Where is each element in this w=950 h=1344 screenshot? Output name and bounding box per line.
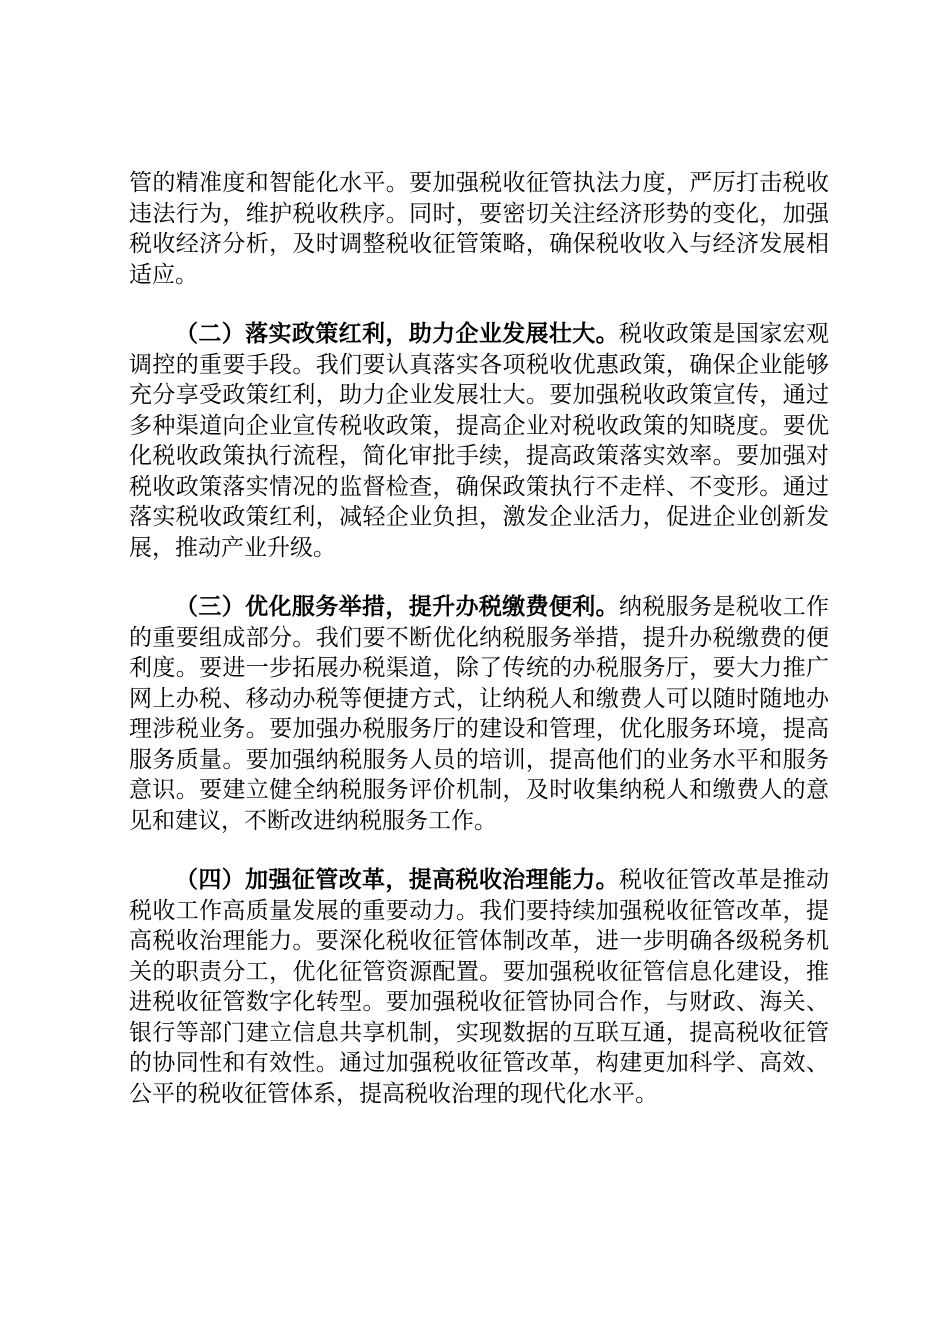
section-heading-2: （二）落实政策红利，助力企业发展壮大。 bbox=[175, 321, 620, 347]
paragraph-3-body: 纳税服务是税收工作的重要组成部分。我们要不断优化纳税服务举措，提升办税缴费的便利度。要进一步拓展办税渠道，除了传统的办税服务厅，要大力推广网上办税、移动办税等便捷方式，让纳税人和缴费人可以随时随地办理涉税业务。要加强办税服务厅的建设和管理，优化服务环境，提高服务质量。要加强纳税服务人员的培训，提高他们的业务水平和服务意识。要建立健全纳税服务评价机制，及时收集纳税人和缴费人的意见和建议，不断改进纳税服务工作。 bbox=[129, 594, 830, 834]
paragraph-4 bbox=[129, 865, 829, 1109]
paragraph-3 bbox=[129, 592, 829, 836]
paragraph-1-body: 管的精准度和智能化水平。要加强税收征管执法力度，严厉打击税收违法行为，维护税收秩序。同时，要密切关注经济形势的变化，加强税收经济分析，及时调整税收征管策略，确保税收收入与经济发展相适应。 bbox=[129, 170, 829, 288]
paragraph-1 bbox=[129, 168, 829, 290]
paragraph-2-body: 税收政策是国家宏观调控的重要手段。我们要认真落实各项税收优惠政策，确保企业能够充分享受政策红利，助力企业发展壮大。要加强税收政策宣传，通过多种渠道向企业宣传税收政策，提高企业对税收政策的知晓度。要优化税收政策执行流程，简化审批手续，提高政策落实效率。要加强对税收政策落实情况的监督检查，确保政策执行不走样、不变形。通过落实税收政策红利，减轻企业负担，激发企业活力，促进企业创新发展，推动产业升级。 bbox=[129, 321, 830, 561]
paragraph-2 bbox=[129, 319, 829, 563]
document-page bbox=[129, 168, 829, 1138]
section-heading-4: （四）加强征管改革，提高税收治理能力。 bbox=[175, 867, 620, 893]
section-heading-3: （三）优化服务举措，提升办税缴费便利。 bbox=[175, 594, 620, 620]
paragraph-4-body: 税收征管改革是推动税收工作高质量发展的重要动力。我们要持续加强税收征管改革，提高税收治理能力。要深化税收征管体制改革，进一步明确各级税务机关的职责分工，优化征管资源配置。要加强税收征管信息化建设，推进税收征管数字化转型。要加强税收征管协同合作，与财政、海关、银行等部门建立信息共享机制，实现数据的互联互通，提高税收征管的协同性和有效性。通过加强税收征管改革，构建更加科学、高效、公平的税收征管体系，提高税收治理的现代化水平。 bbox=[129, 867, 830, 1107]
